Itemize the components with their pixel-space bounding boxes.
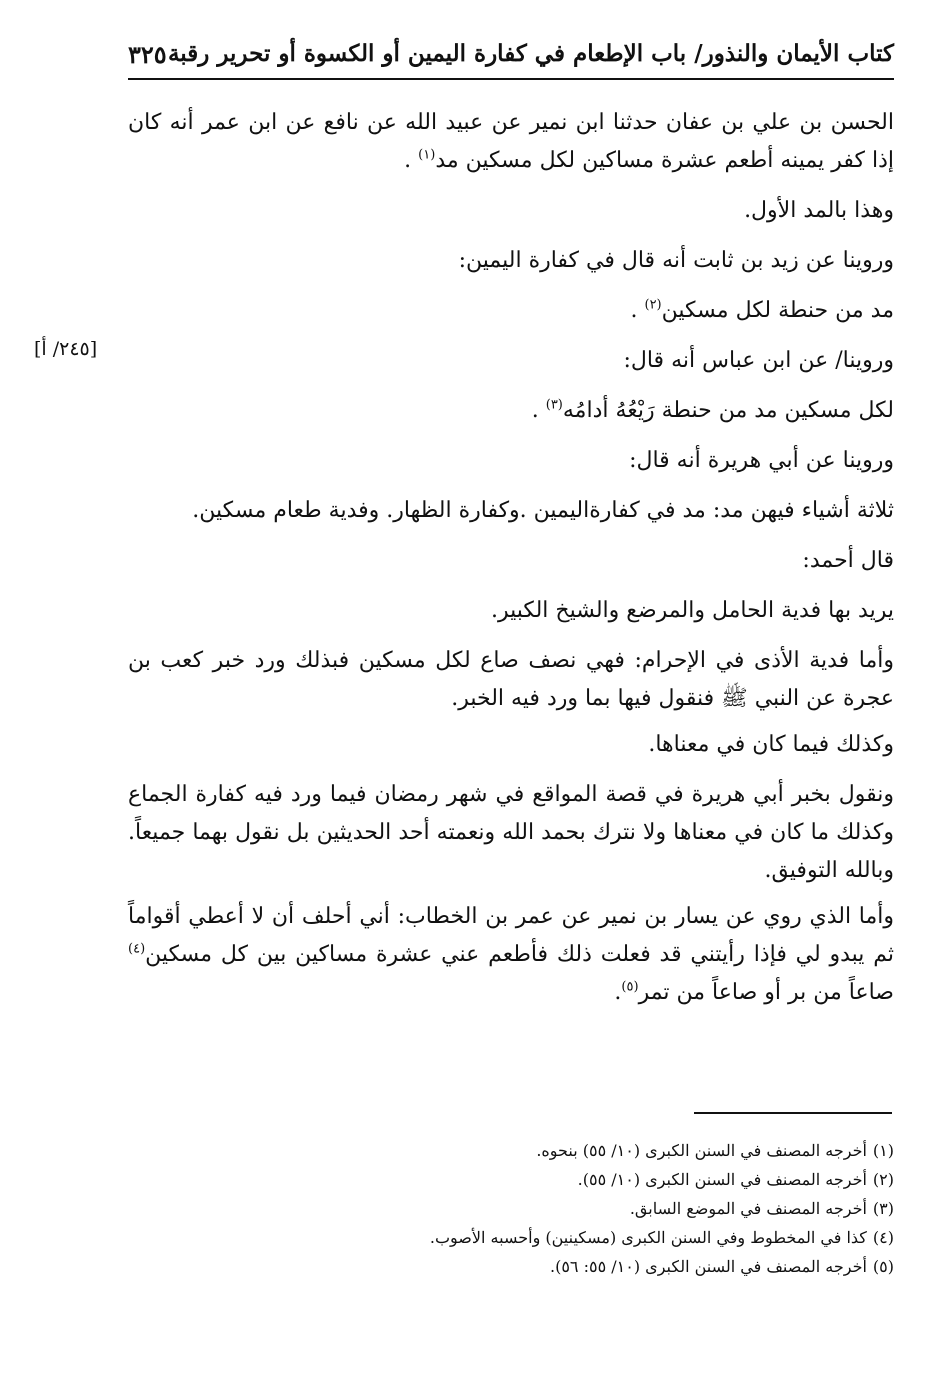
footnote-item: (٤)كذا في المخطوط وفي السنن الكبرى (مسكينين) وأحسبه الأصوب. xyxy=(128,1223,894,1252)
paragraph: ثلاثة أشياء فيهن مد: مد في كفارةاليمين .وكفارة الظهار. وفدية طعام مسكين. xyxy=(192,498,894,523)
footnote-item: (١)أخرجه المصنف في السنن الكبرى (١٠/ ٥٥) بنحوه. xyxy=(128,1136,894,1165)
paragraph: وأما الذي روي عن يسار بن نمير عن عمر بن الخطاب: أني أحلف أن لا أعطي أقواماً ثم يبدو لي فإذا رأيتني قد فعلت ذلك فأطعم عني عشرة مساكين بين كل مسكين$^{(٤)}$ صاعاً من بر أو صاعاً من تمر$^{(٥)}$. xyxy=(128,904,894,1005)
paragraph: وروينا عن أبي هريرة أنه قال: xyxy=(629,448,894,473)
paragraph: وروينا عن زيد بن ثابت أنه قال في كفارة اليمين: xyxy=(458,248,894,273)
manuscript-folio-note: [٢٤٥/ أ] xyxy=(34,338,98,360)
footnote-item: (٥)أخرجه المصنف في السنن الكبرى (١٠/ ٥٥: ٥٦). xyxy=(128,1252,894,1281)
footnote-number: (٥) xyxy=(872,1257,894,1276)
paragraph: لكل مسكين مد من حنطة رَيْعُهُ أدامُه$^{(٣)}$ . xyxy=(531,397,894,423)
footnote-ref[interactable]: (٢) xyxy=(644,297,662,313)
paragraph: يريد بها فدية الحامل والمرضع والشيخ الكبير. xyxy=(491,598,894,623)
footnote-item: (٢)أخرجه المصنف في السنن الكبرى (١٠/ ٥٥). xyxy=(128,1165,894,1194)
footnote-ref[interactable]: (٣) xyxy=(545,397,563,413)
paragraph: ونقول بخبر أبي هريرة في قصة المواقع في شهر رمضان فيما ورد فيه كفارة الجماع وكذلك ما كان في معناها ولا نترك بحمد الله ونعمته أحد الحديثين بل نقول بهما جميعاً. وبالله التوفيق. xyxy=(128,782,894,883)
footnote-number: (١) xyxy=(872,1141,894,1160)
paragraph: وكذلك فيما كان في معناها. xyxy=(648,732,894,757)
footnote-ref[interactable]: (٥) xyxy=(621,979,639,995)
running-header xyxy=(128,38,894,80)
paragraph: مد من حنطة لكل مسكين$^{(٢)}$ . xyxy=(630,297,894,323)
footnote-number: (٢) xyxy=(872,1170,894,1189)
paragraph: قال أحمد: xyxy=(802,548,894,573)
main-text xyxy=(128,104,894,1024)
footnote-item: (٣)أخرجه المصنف في الموضع السابق. xyxy=(128,1194,894,1223)
footnote-ref[interactable]: (٤) xyxy=(128,941,146,957)
paragraph: وهذا بالمد الأول. xyxy=(744,198,894,223)
header-title: كتاب الأيمان والنذور/ باب الإطعام في كفارة اليمين أو الكسوة أو تحرير رقبة xyxy=(167,40,894,67)
footnote-separator xyxy=(694,1112,892,1114)
paragraph: الحسن بن علي بن عفان حدثنا ابن نمير عن عبيد الله عن نافع عن ابن عمر أنه كان إذا كفر يمينه أطعم عشرة مساكين لكل مسكين مد$^{(١)}$ . xyxy=(128,110,894,173)
paragraph: وأما فدية الأذى في الإحرام: فهي نصف صاع لكل مسكين فبذلك ورد خبر كعب بن عجرة عن النبي ﷺ فنقول فيها بما ورد فيه الخبر. xyxy=(128,648,894,711)
page-number: ٣٢٥ xyxy=(128,40,167,69)
footnotes xyxy=(128,1136,894,1281)
footnote-ref[interactable]: (١) xyxy=(418,147,436,163)
footnote-number: (٤) xyxy=(872,1228,894,1247)
footnote-number: (٣) xyxy=(872,1199,894,1218)
paragraph: وروينا/ عن ابن عباس أنه قال: xyxy=(623,348,894,373)
